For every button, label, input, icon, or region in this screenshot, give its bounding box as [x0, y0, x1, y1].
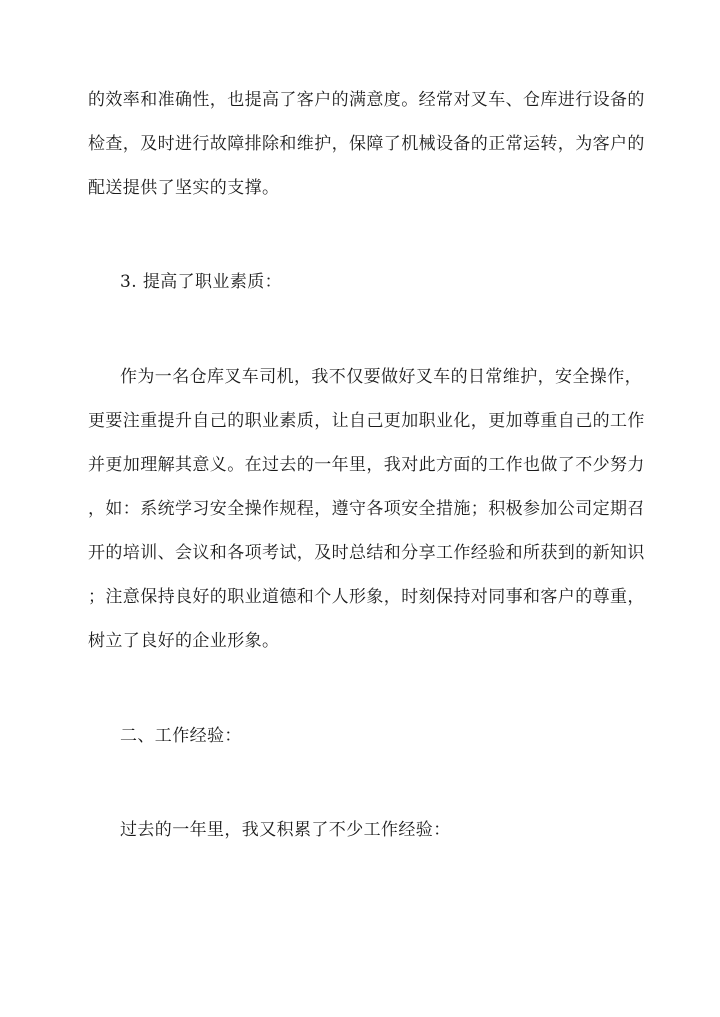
paragraph-line: ；注意保持良好的职业道德和个人形象，时刻保持对同事和客户的尊重， — [88, 587, 645, 607]
section-heading: 3. 提高了职业素质： — [120, 272, 283, 292]
paragraph-line: 开的培训、会议和各项考试，及时总结和分享工作经验和所获到的新知识 — [88, 543, 645, 563]
paragraph-line: 并更加理解其意义。在过去的一年里，我对此方面的工作也做了不少努力 — [88, 455, 645, 475]
paragraph-line: 树立了良好的企业形象。 — [88, 631, 280, 651]
paragraph-line: ，如：系统学习安全操作规程，遵守各项安全措施；积极参加公司定期召 — [88, 499, 645, 519]
section-heading: 二、工作经验： — [120, 726, 242, 746]
paragraph-line: 配送提供了坚实的支撑。 — [88, 178, 280, 198]
paragraph-line: 更要注重提升自己的职业素质，让自己更加职业化，更加尊重自己的工作 — [88, 411, 645, 431]
paragraph-line: 检查，及时进行故障排除和维护，保障了机械设备的正常运转，为客户的 — [88, 134, 645, 154]
paragraph-line: 过去的一年里，我又积累了不少工作经验： — [120, 820, 451, 840]
paragraph-line: 作为一名仓库叉车司机，我不仅要做好叉车的日常维护，安全操作， — [120, 367, 642, 387]
paragraph-line: 的效率和准确性，也提高了客户的满意度。经常对叉车、仓库进行设备的 — [88, 90, 645, 110]
